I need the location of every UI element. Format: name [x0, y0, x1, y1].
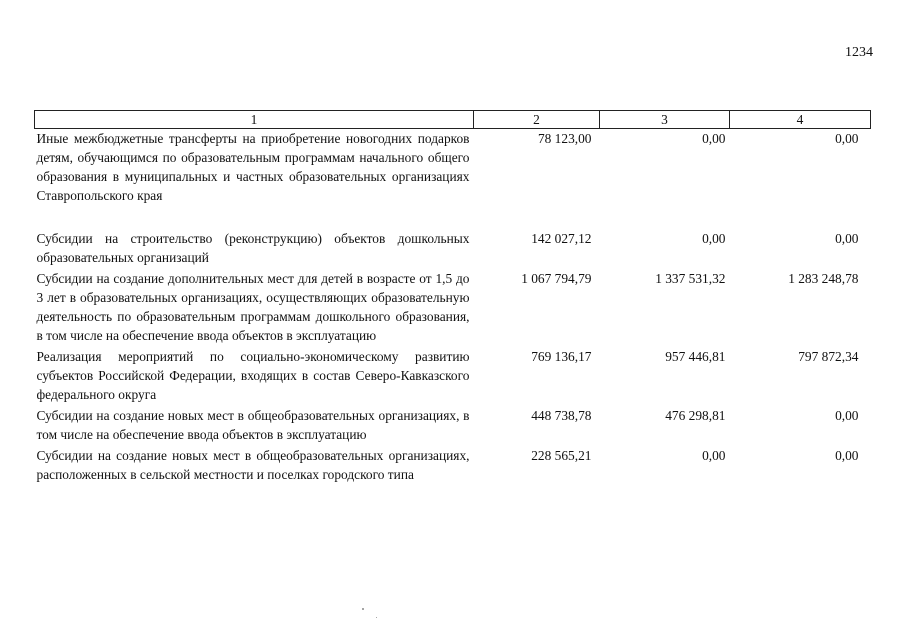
row-value-col4: 0,00 [835, 448, 859, 463]
row-value-col4: 797 872,34 [798, 349, 859, 364]
header-col-3: 3 [600, 111, 730, 129]
row-value-col3: 957 446,81 [665, 349, 726, 364]
header-row [35, 111, 871, 129]
table-body [35, 129, 871, 485]
header-col-4: 4 [730, 111, 871, 129]
table-row [35, 129, 871, 230]
scan-speck [376, 617, 377, 618]
row-value-col2: 448 738,78 [531, 408, 592, 423]
row-value-col4: 0,00 [835, 408, 859, 423]
scan-speck [362, 608, 364, 610]
header-col-1: 1 [35, 111, 474, 129]
row-description: Субсидии на создание новых мест в общеобразовательных организациях, в том числе на обеспечение ввода объектов в эксплуатацию [36, 408, 470, 442]
row-value-col3: 476 298,81 [665, 408, 726, 423]
table-header [35, 111, 871, 129]
table-row [35, 406, 871, 446]
budget-table-container [34, 110, 870, 484]
header-col-2: 2 [474, 111, 600, 129]
row-description: Субсидии на строительство (реконструкцию) объектов дошкольных образовательных организаций [36, 231, 470, 265]
budget-table [34, 110, 871, 484]
table-row [35, 446, 871, 484]
row-value-col2: 78 123,00 [537, 131, 592, 146]
table-row [35, 269, 871, 347]
row-value-col4: 0,00 [835, 231, 859, 246]
row-value-col2: 769 136,17 [531, 349, 592, 364]
row-value-col2: 1 067 794,79 [521, 271, 592, 286]
page-number: 1234 [845, 45, 873, 60]
row-value-col3: 0,00 [702, 448, 726, 463]
row-value-col2: 142 027,12 [531, 231, 592, 246]
row-description: Субсидии на создание новых мест в общеобразовательных организациях, расположенных в сельской местности и поселках городского типа [36, 448, 470, 482]
row-value-col4: 1 283 248,78 [788, 271, 859, 286]
row-value-col3: 1 337 531,32 [655, 271, 726, 286]
row-description: Иные межбюджетные трансферты на приобретение новогодних подарков детям, обучающимся по образовательным программам начального общего образования в муниципальных и частных образовательных организациях Ставропольского края [36, 131, 470, 203]
row-description: Реализация мероприятий по социально-экономическому развитию субъектов Российской Федерации, входящих в состав Северо-Кавказского федерального округа [36, 349, 470, 402]
table-row [35, 229, 871, 269]
row-description: Субсидии на создание дополнительных мест для детей в возрасте от 1,5 до 3 лет в образовательных организациях, осуществляющих образовательную деятельность по образовательным программам дошкольного образования, в том числе на обеспечение ввода объектов в эксплуатацию [36, 271, 470, 343]
row-value-col4: 0,00 [835, 131, 859, 146]
row-value-col3: 0,00 [702, 231, 726, 246]
table-row [35, 347, 871, 406]
row-value-col2: 228 565,21 [531, 448, 592, 463]
row-value-col3: 0,00 [702, 131, 726, 146]
